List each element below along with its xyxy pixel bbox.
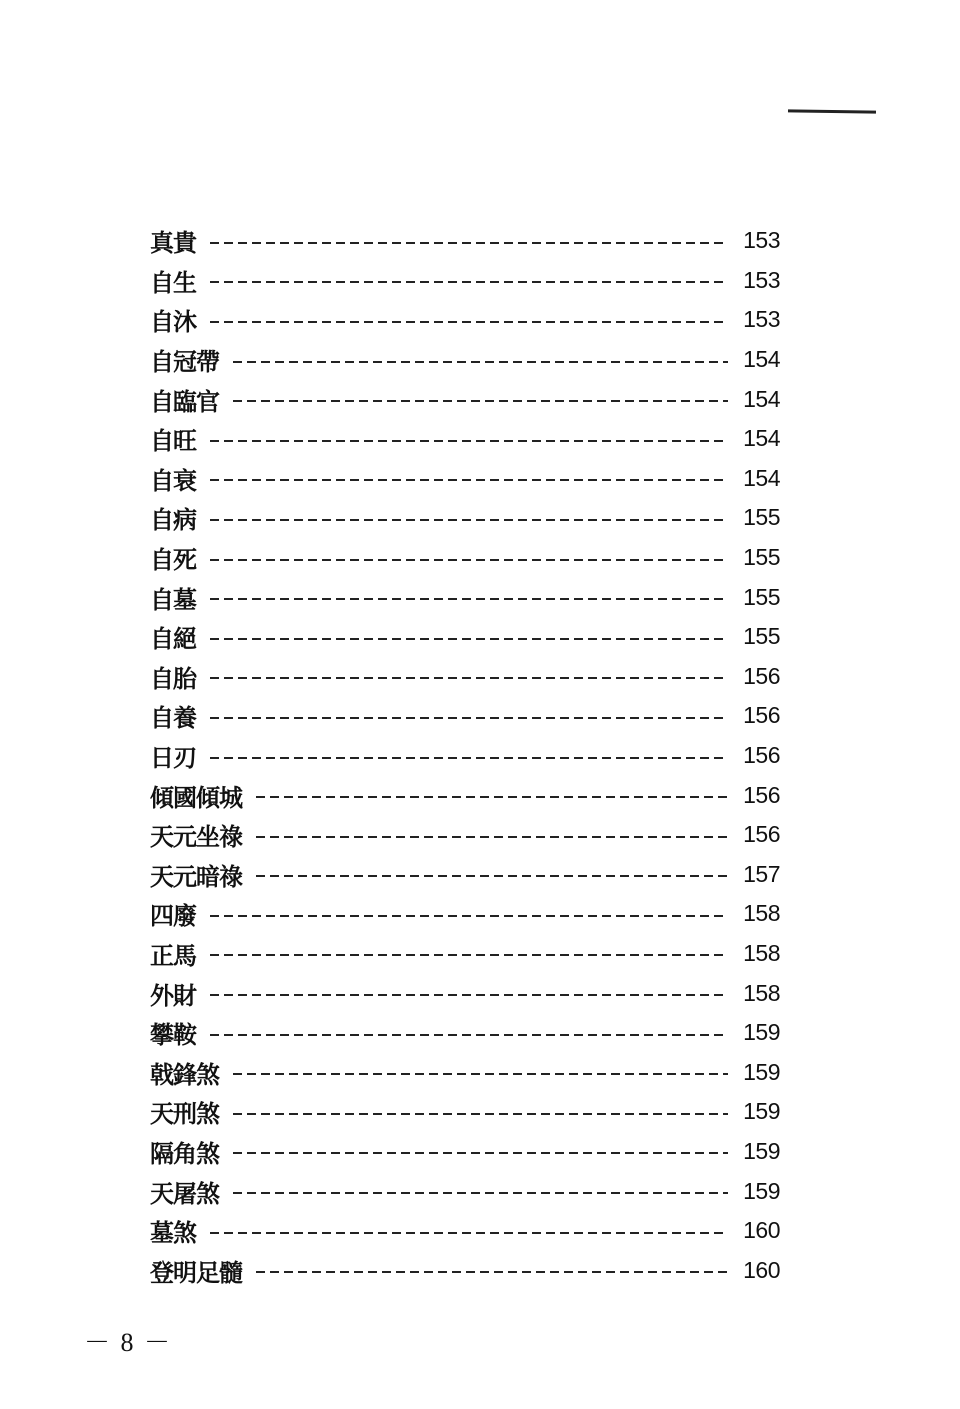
entry-title: 自衰 (150, 466, 196, 495)
dot-leader (210, 242, 728, 244)
entry-title: 自養 (150, 704, 196, 733)
entry-page-number: 156 (743, 662, 780, 689)
entry-page-number: 154 (743, 464, 780, 491)
entry-page-number: 159 (743, 1019, 780, 1046)
dot-leader (210, 638, 728, 640)
toc-entry[interactable] (150, 1013, 780, 1053)
entry-title: 傾國傾城 (150, 783, 242, 812)
entry-page-number: 158 (743, 900, 780, 927)
entry-page-number: 155 (743, 504, 780, 531)
dot-leader (210, 677, 728, 679)
dot-leader (210, 1232, 728, 1234)
dot-leader (210, 321, 728, 323)
dot-leader (210, 757, 728, 759)
dot-leader (210, 717, 728, 719)
entry-title: 正馬 (150, 941, 196, 970)
toc-entry[interactable] (150, 815, 780, 855)
entry-page-number: 154 (743, 346, 780, 373)
entry-title: 自沐 (150, 308, 196, 337)
table-of-contents (150, 221, 780, 1290)
entry-page-number: 153 (743, 266, 780, 293)
entry-page-number: 159 (743, 1137, 780, 1164)
toc-entry[interactable] (150, 221, 780, 261)
entry-page-number: 159 (743, 1058, 780, 1085)
entry-title: 自冠帶 (150, 348, 219, 377)
page-number: － 8 － (84, 1328, 173, 1357)
entry-title: 自絕 (150, 625, 196, 654)
entry-page-number: 155 (743, 623, 780, 650)
toc-entry[interactable] (150, 973, 780, 1013)
dot-leader (256, 836, 728, 838)
toc-entry[interactable] (150, 459, 780, 499)
entry-title: 登明足髓 (150, 1258, 242, 1287)
dot-leader (210, 1034, 728, 1036)
dot-leader (256, 1271, 728, 1273)
entry-title: 自病 (150, 506, 196, 535)
entry-title: 隔角煞 (150, 1139, 219, 1168)
entry-page-number: 153 (743, 306, 780, 333)
dot-leader (256, 875, 728, 877)
entry-title: 日刃 (150, 744, 196, 773)
entry-title: 攀鞍 (150, 1021, 196, 1050)
toc-entry[interactable] (150, 538, 780, 578)
toc-entry[interactable] (150, 855, 780, 895)
toc-entry[interactable] (150, 1052, 780, 1092)
entry-title: 天屠煞 (150, 1179, 219, 1208)
entry-page-number: 158 (743, 979, 780, 1006)
entry-title: 自胎 (150, 664, 196, 693)
toc-entry[interactable] (150, 1211, 780, 1251)
entry-title: 外財 (150, 981, 196, 1010)
entry-page-number: 156 (743, 821, 780, 848)
entry-page-number: 159 (743, 1098, 780, 1125)
dot-leader (210, 479, 728, 481)
dot-leader (210, 994, 728, 996)
entry-page-number: 154 (743, 385, 780, 412)
toc-entry[interactable] (150, 1250, 780, 1290)
entry-title: 墓煞 (150, 1219, 196, 1248)
dot-leader (233, 1152, 728, 1154)
toc-entry[interactable] (150, 379, 780, 419)
dot-leader (256, 796, 728, 798)
entry-page-number: 156 (743, 781, 780, 808)
toc-entry[interactable] (150, 1171, 780, 1211)
entry-page-number: 157 (743, 860, 780, 887)
entry-page-number: 156 (743, 742, 780, 769)
toc-entry[interactable] (150, 1132, 780, 1172)
toc-entry[interactable] (150, 696, 780, 736)
toc-entry[interactable] (150, 498, 780, 538)
entry-page-number: 156 (743, 702, 780, 729)
entry-page-number: 159 (743, 1177, 780, 1204)
corner-rule (788, 109, 876, 113)
toc-entry[interactable] (150, 419, 780, 459)
entry-title: 自死 (150, 546, 196, 575)
entry-page-number: 160 (743, 1256, 780, 1283)
dot-leader (233, 1073, 728, 1075)
toc-entry[interactable] (150, 657, 780, 697)
toc-entry[interactable] (150, 1092, 780, 1132)
dot-leader (233, 361, 728, 363)
entry-title: 自生 (150, 268, 196, 297)
dot-leader (210, 281, 728, 283)
toc-entry[interactable] (150, 934, 780, 974)
entry-page-number: 153 (743, 227, 780, 254)
entry-title: 真貴 (150, 229, 196, 258)
toc-entry[interactable] (150, 261, 780, 301)
entry-page-number: 158 (743, 939, 780, 966)
entry-title: 戟鋒煞 (150, 1060, 219, 1089)
toc-entry[interactable] (150, 736, 780, 776)
dot-leader (210, 915, 728, 917)
dot-leader (210, 440, 728, 442)
dot-leader (210, 519, 728, 521)
dot-leader (210, 559, 728, 561)
entry-title: 自墓 (150, 585, 196, 614)
entry-title: 天刑煞 (150, 1100, 219, 1129)
toc-entry[interactable] (150, 577, 780, 617)
entry-page-number: 154 (743, 425, 780, 452)
dot-leader (233, 1113, 728, 1115)
toc-entry[interactable] (150, 775, 780, 815)
toc-entry[interactable] (150, 340, 780, 380)
entry-title: 四廢 (150, 902, 196, 931)
entry-page-number: 155 (743, 583, 780, 610)
entry-title: 自旺 (150, 427, 196, 456)
toc-entry[interactable] (150, 300, 780, 340)
entry-title: 天元坐祿 (150, 823, 242, 852)
entry-page-number: 155 (743, 544, 780, 571)
dot-leader (233, 400, 728, 402)
entry-page-number: 160 (743, 1217, 780, 1244)
dot-leader (233, 1192, 728, 1194)
entry-title: 天元暗祿 (150, 862, 242, 891)
dot-leader (210, 954, 728, 956)
entry-title: 自臨官 (150, 387, 219, 416)
toc-entry[interactable] (150, 894, 780, 934)
toc-entry[interactable] (150, 617, 780, 657)
dot-leader (210, 598, 728, 600)
